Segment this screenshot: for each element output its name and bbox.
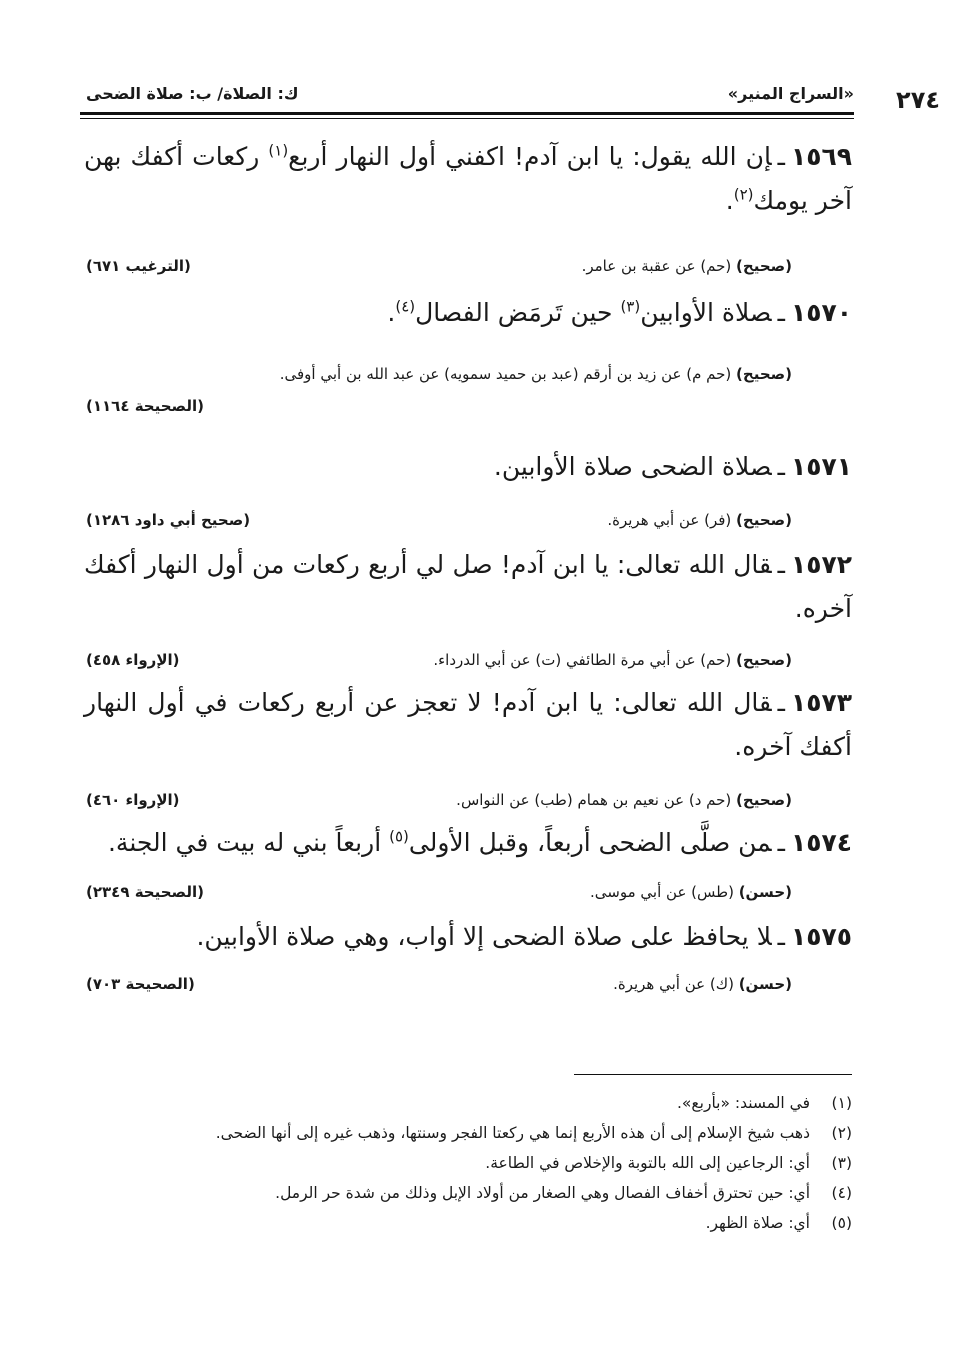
footnote-marker: (٤) bbox=[395, 297, 416, 316]
citation: (الصحيحة ٧٠٣) bbox=[86, 975, 195, 993]
footnote-marker: (٣) bbox=[620, 297, 641, 316]
hadith-text-part: قال الله تعالى: يا ابن آدم! صل لي أربع ركعات من أول النهار أكفك آخره. bbox=[84, 550, 852, 623]
hadith-reference bbox=[84, 963, 852, 1001]
hadith-entry bbox=[84, 135, 852, 283]
footnote-text: أي: حين تحترق أخفاف الفصال وهي الصغار من أولاد الإبل وذلك من شدة حر الرمل. bbox=[275, 1184, 810, 1202]
hadith-text: ١٥٧٢ـقال الله تعالى: يا ابن آدم! صل لي أربع ركعات من أول النهار أكفك آخره. bbox=[84, 550, 852, 623]
source-line bbox=[613, 975, 792, 993]
citation: (الإرواء ٤٥٨) bbox=[86, 651, 180, 669]
hadith-grade: (صحيح) bbox=[736, 651, 792, 669]
hadith-number: ١٥٧٥ bbox=[790, 922, 852, 951]
hadith-reference bbox=[84, 353, 852, 423]
hadith-grade: (صحيح) bbox=[736, 257, 792, 275]
hadith-entry bbox=[84, 543, 852, 677]
hadith-grade: (حسن) bbox=[738, 883, 792, 901]
citation: (صحيح أبي داود ١٢٨٦) bbox=[86, 511, 251, 529]
source-text: (فر) عن أبي هريرة. bbox=[607, 511, 737, 529]
hadith-text-part: حين تَرمَض الفصال bbox=[415, 298, 621, 327]
hadith-grade: (صحيح) bbox=[736, 511, 792, 529]
hadith-text-part: . bbox=[725, 186, 734, 215]
hadith-text-part: لا يحافظ على صلاة الضحى إلا أواب، وهي صلاة الأوابين. bbox=[196, 922, 772, 951]
footnote bbox=[84, 1208, 852, 1238]
footnote bbox=[84, 1118, 852, 1148]
hadith-reference bbox=[84, 779, 852, 817]
citation: (الإرواء ٤٦٠) bbox=[86, 791, 180, 809]
source-text: (طس) عن أبي موسى. bbox=[590, 883, 739, 901]
header-rule-thick bbox=[80, 112, 854, 115]
hadith-text-part: أربعاً بني له بيت في الجنة. bbox=[107, 828, 390, 857]
source-text: (حم م) عن زيد بن أرقم (عبد بن حميد سمويه) عن عبد الله بن أبي أوفى. bbox=[279, 365, 737, 383]
hadith-text-part: . bbox=[387, 298, 396, 327]
source-line bbox=[582, 257, 792, 275]
hadith-text: ١٥٧٣ـقال الله تعالى: يا ابن آدم! لا تعجز عن أربع ركعات في أول النهار أكفك آخره. bbox=[84, 688, 852, 761]
hadith-text-part: إن الله يقول: يا ابن آدم! اكفني أول النهار أربع bbox=[288, 142, 772, 171]
hadith-text-part: صلاة الأوابين bbox=[640, 298, 772, 327]
footnote-marker: (٢) bbox=[733, 185, 754, 204]
hadith-reference bbox=[84, 499, 852, 537]
hadith-number: ١٥٧٤ bbox=[790, 828, 852, 857]
footnote bbox=[84, 1088, 852, 1118]
footnotes bbox=[84, 1088, 852, 1238]
hadith-entry bbox=[84, 291, 852, 423]
hadith-number: ١٥٧٣ bbox=[790, 688, 852, 717]
footnote-marker: (٥) bbox=[389, 827, 409, 846]
page-header bbox=[80, 80, 940, 114]
hadith-text: ١٥٧٠ـصلاة الأوابين$^{(٣)}$ حين تَرمَض الفصال$^{(٤)}$. bbox=[387, 297, 852, 327]
header-rule-thin bbox=[80, 118, 854, 119]
footnote-number: (٣) bbox=[831, 1154, 852, 1172]
hadith-entry bbox=[84, 681, 852, 817]
hadith-reference bbox=[84, 639, 852, 677]
hadith-text: ١٥٦٩ـإن الله يقول: يا ابن آدم! اكفني أول النهار أربع$^{(١)}$ ركعات أكفك بهن آخر يومك$^{(٢)}$. bbox=[84, 141, 852, 215]
footnote-text: أي: صلاة الظهر. bbox=[705, 1214, 810, 1232]
hadith-text-part: قال الله تعالى: يا ابن آدم! لا تعجز عن أربع ركعات في أول النهار أكفك آخره. bbox=[84, 688, 852, 761]
footnote-text: في المسند: «بأربع». bbox=[676, 1094, 810, 1112]
page-number: ٢٧٤ bbox=[896, 86, 940, 114]
hadith-text-part: صلاة الضحى صلاة الأوابين. bbox=[493, 452, 772, 481]
source-line bbox=[607, 511, 792, 529]
hadith-number: ١٥٧٠ bbox=[790, 298, 852, 327]
footnote-number: (٢) bbox=[831, 1124, 852, 1142]
hadith-text: ١٥٧١ـصلاة الضحى صلاة الأوابين. bbox=[493, 452, 852, 481]
hadith-text: ١٥٧٥ـلا يحافظ على صلاة الضحى إلا أواب، وهي صلاة الأوابين. bbox=[196, 922, 852, 951]
footnote-number: (٥) bbox=[831, 1214, 852, 1232]
source-text: (حم د) عن نعيم بن همام (طب) عن النواس. bbox=[456, 791, 737, 809]
footnote-text: أي: الرجاعين إلى الله بالتوبة والإخلاص في الطاعة. bbox=[485, 1154, 810, 1172]
footnote-separator bbox=[574, 1074, 852, 1075]
footnote bbox=[84, 1178, 852, 1208]
footnote-number: (٤) bbox=[831, 1184, 852, 1202]
footnote-number: (١) bbox=[831, 1094, 852, 1112]
citation: (الصحيحة ١١٦٤) bbox=[86, 397, 204, 415]
hadith-grade: (حسن) bbox=[738, 975, 792, 993]
footnote-text: ذهب شيخ الإسلام إلى أن هذه الأربع إنما هي ركعتا الفجر وسنتها، وذهب غيره إلى أنها الضحى. bbox=[215, 1124, 810, 1142]
section-reference: ك: الصلاة/ ب: صلاة الضحى bbox=[86, 84, 299, 103]
hadith-text-part: من صلَّى الضحى أربعاً، وقبل الأولى bbox=[408, 828, 772, 857]
source-line bbox=[433, 651, 792, 669]
hadith-number: ١٥٧٢ bbox=[790, 550, 852, 579]
hadith-number: ١٥٧١ bbox=[790, 452, 852, 481]
hadith-number: ١٥٦٩ bbox=[790, 142, 852, 171]
footnote bbox=[84, 1148, 852, 1178]
hadith-grade: (صحيح) bbox=[736, 791, 792, 809]
hadith-list bbox=[84, 135, 852, 1001]
hadith-text: ١٥٧٤ـمن صلَّى الضحى أربعاً، وقبل الأولى$^{(٥)}$ أربعاً بني له بيت في الجنة. bbox=[107, 827, 852, 857]
source-text: (حم) عن عقبة بن عامر. bbox=[581, 257, 737, 275]
hadith-reference bbox=[84, 245, 852, 283]
hadith-text-part: ركعات أكفك بهن آخر يومك bbox=[84, 142, 852, 215]
source-line bbox=[456, 791, 792, 809]
hadith-entry bbox=[84, 445, 852, 537]
footnote-marker: (١) bbox=[268, 141, 289, 160]
citation: (الترغيب ٦٧١) bbox=[86, 257, 191, 275]
hadith-reference bbox=[84, 871, 852, 909]
hadith-grade: (صحيح) bbox=[736, 365, 792, 383]
citation: (الصحيحة ٢٣٤٩) bbox=[86, 883, 204, 901]
source-line bbox=[590, 883, 792, 901]
hadith-entry bbox=[84, 915, 852, 1001]
running-title: «السراج المنير» bbox=[727, 84, 854, 103]
source-text: (ك) عن أبي هريرة. bbox=[613, 975, 739, 993]
source-text: (حم) عن أبي مرة الطائفي (ت) عن أبي الدرداء. bbox=[433, 651, 737, 669]
source-line bbox=[280, 365, 792, 383]
hadith-entry bbox=[84, 821, 852, 909]
